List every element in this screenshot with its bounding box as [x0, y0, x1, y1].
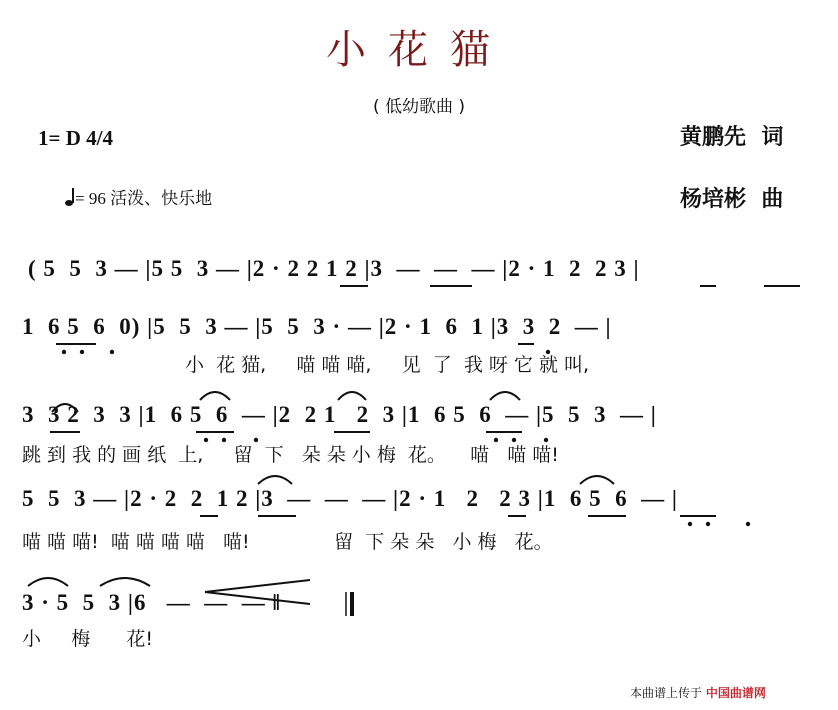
score-line-5: 3 · 5 5 3 |6 — — — ‖: [22, 590, 281, 615]
slur-mark: [580, 476, 614, 484]
lyrics-line-2: 小 花 猫, 喵 喵 喵, 见 了 我 呀 它 就 叫,: [185, 354, 590, 376]
song-subtitle: ( 低幼歌曲 ): [372, 97, 466, 117]
site-logo[interactable]: 中国曲谱网: [705, 686, 766, 700]
tempo-marking: [65, 184, 212, 209]
score-line-3: 3 3 2 3 3 |1 6 5 6 — |2 2 1 2 3 |1 6 5 6 — |5 5 3 — |: [22, 402, 657, 427]
octave-dot: [706, 522, 710, 526]
slur-mark: [490, 392, 520, 400]
upload-footer: [630, 684, 766, 701]
lyricist-credit: 黄鹏先 词: [680, 125, 784, 150]
octave-dot: [688, 522, 692, 526]
lyrics-line-5: 小 梅 花!: [22, 628, 154, 650]
key-signature: 1= D 4/4: [38, 126, 113, 150]
quarter-note-icon: [65, 188, 75, 206]
score-line-4: 5 5 3 — |2 · 2 2 1 2 |3 — — — |2 · 1 2 2 3 |1 6 5 6 — |: [22, 486, 678, 511]
tempo-text: = 96 活泼、快乐地: [75, 189, 213, 208]
slur-mark: [200, 392, 230, 400]
octave-dot: [110, 350, 114, 354]
score-line-2: 1 6 5 6 0) |5 5 3 — |5 5 3 · — |2 · 1 6 1 |3 3 2 — |: [22, 314, 612, 339]
composer-credit: 杨培彬 曲: [680, 187, 784, 212]
score-line-1: ( 5 5 3 — |5 5 3 — |2 · 2 2 1 2 |3 — — — |2 · 1 2 2 3 |: [28, 256, 640, 281]
slur-mark: [28, 578, 68, 586]
song-title: 小花猫: [326, 27, 512, 73]
slur-mark: [100, 578, 150, 586]
octave-dot: [62, 350, 66, 354]
lyrics-line-4: 喵 喵 喵! 喵 喵 喵 喵 喵! 留 下 朵 朵 小 梅 花。: [22, 531, 553, 553]
slur-mark: [338, 392, 366, 400]
octave-dot: [80, 350, 84, 354]
footer-text: 本曲谱上传于: [630, 686, 703, 700]
slur-mark: [258, 476, 292, 484]
octave-dot: [746, 522, 750, 526]
lyrics-line-3: 跳 到 我 的 画 纸 上, 留 下 朵 朵 小 梅 花。 喵 喵 喵!: [22, 444, 559, 466]
